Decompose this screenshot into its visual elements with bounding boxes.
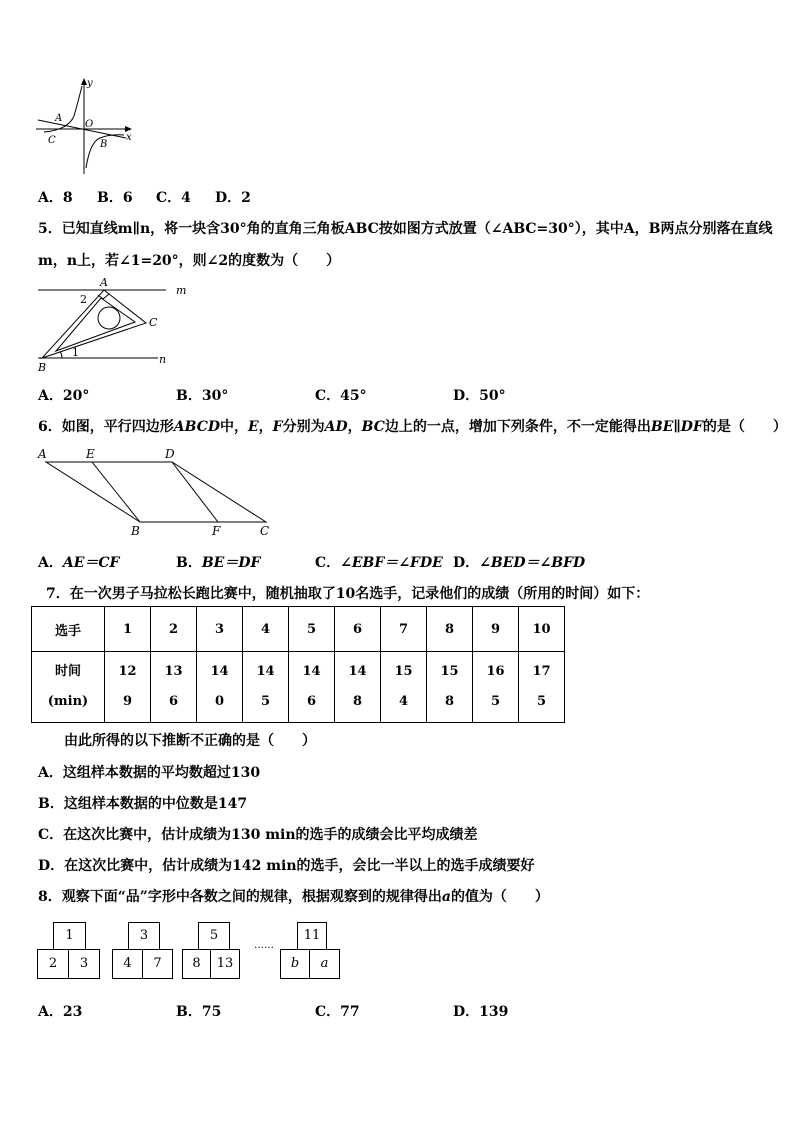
q7-header-time: 时间 (min) [32, 652, 105, 723]
q7-player-1: 1 [105, 607, 151, 652]
q8-g2-top: 3 [128, 922, 160, 950]
q6-f: F [272, 419, 283, 435]
q4-option-c: C．4 [156, 190, 191, 206]
q6-label-c: C [260, 524, 270, 538]
q5-stem-line1: 5．已知直线m∥n，将一块含30°角的直角三角板ABC按如图方式放置（∠ABC=30°），其中A，B两点分别落在直线 [38, 221, 773, 237]
q5-label-a: A [100, 276, 108, 289]
q6-comma1: ， [258, 419, 273, 435]
q8-option-a: A．23 [38, 1004, 83, 1020]
q5-label-m: m [176, 284, 187, 297]
q7-player-10: 10 [519, 607, 565, 652]
q8-g2-left: 4 [112, 949, 143, 979]
q8-g2-right: 7 [142, 949, 173, 979]
q5-option-a: A．20° [38, 388, 90, 404]
q4-label-y: y [87, 78, 93, 89]
q7-time-5: 14 6 [289, 652, 335, 723]
q7-player-5: 5 [289, 607, 335, 652]
q7-option-d: D．在这次比赛中，估计成绩为142 min的选手，会比一半以上的选手成绩要好 [38, 858, 535, 874]
q6-option-b: B．BE＝DF [176, 555, 261, 571]
q6-stem [38, 416, 787, 436]
q7-player-4: 4 [243, 607, 289, 652]
q5-label-1: 1 [72, 346, 79, 359]
q7-option-a: A．这组样本数据的平均数超过130 [38, 765, 261, 781]
q7-option-c: C．在这次比赛中，估计成绩为130 min的选手的成绩会比平均成绩差 [38, 827, 478, 843]
q7-option-b: B．这组样本数据的中位数是147 [38, 796, 248, 812]
q6-label-f: F [212, 524, 221, 538]
q6-e: E [248, 419, 259, 435]
q7-table [31, 606, 565, 723]
q6-stem-mid1: 中， [220, 419, 248, 435]
q8-g4-right: a [309, 949, 340, 979]
q8-g3-right: 13 [210, 949, 240, 979]
q5-option-c: C．45° [315, 388, 367, 404]
q4-option-a: A．8 [38, 190, 73, 206]
q6-option-a: A．AE＝CF [38, 555, 120, 571]
q4-label-x: x [126, 132, 132, 143]
q7-stem: 7．在一次男子马拉松长跑比赛中，随机抽取了10名选手，记录他们的成绩（所用的时间）如下： [46, 586, 650, 602]
q8-g1-right: 3 [68, 949, 100, 979]
q5-figure [34, 274, 194, 374]
q4-option-b: B．6 [97, 190, 133, 206]
q7-header-player: 选手 [32, 607, 105, 652]
q6-bc: BC [361, 419, 385, 435]
q7-time-3: 14 0 [197, 652, 243, 723]
q7-time-7: 15 4 [381, 652, 427, 723]
q6-stem-end: 的是（ ） [702, 419, 787, 435]
q7-prompt: 由此所得的以下推断不正确的是（ ） [64, 733, 316, 749]
q5-hole [98, 307, 120, 329]
q6-abcd: ABCD [173, 419, 220, 435]
q6-parallelogram [46, 462, 266, 522]
q6-segment-df [172, 462, 218, 522]
q8-g3-top: 5 [198, 922, 230, 950]
q7-player-6: 6 [335, 607, 381, 652]
q7-row-times [32, 652, 565, 723]
q4-graph [30, 76, 140, 178]
q6-comma2: ， [347, 419, 362, 435]
q6-ad: AD [324, 419, 348, 435]
q8-g1-top: 1 [53, 922, 86, 950]
q7-time-10: 17 5 [519, 652, 565, 723]
q7-time-2: 13 6 [151, 652, 197, 723]
q5-label-c: C [149, 316, 158, 329]
q7-player-8: 8 [427, 607, 473, 652]
q8-a: a [441, 889, 451, 905]
q5-angle-1-arc [60, 352, 62, 358]
q5-triangle-inner [56, 298, 135, 351]
q8-g4-top: 11 [297, 922, 327, 950]
q6-label-e: E [86, 447, 95, 461]
q7-player-3: 3 [197, 607, 243, 652]
q5-option-d: D．50° [453, 388, 506, 404]
q6-figure [34, 444, 280, 540]
q6-segment-be [92, 462, 140, 522]
q6-stem-mid2: 分别为 [282, 419, 325, 435]
q4-option-d: D．2 [215, 190, 251, 206]
q8-stem: 8．观察下面“品”字形中各数之间的规律，根据观察到的规律得出a的值为（ ） [38, 889, 549, 905]
q6-option-c: C．∠EBF＝∠FDE [315, 555, 443, 571]
q8-g4-left: b [280, 949, 310, 979]
q8-option-b: B．75 [176, 1004, 222, 1020]
q6-stem-mid3: 边上的一点，增加下列条件，不一定能得出 [384, 419, 651, 435]
q4-label-c: C [48, 135, 56, 146]
q7-time-8: 15 8 [427, 652, 473, 723]
q6-label-d: D [165, 447, 175, 461]
q5-label-n: n [159, 353, 167, 366]
q6-label-b: B [131, 524, 140, 538]
q7-time-9: 16 5 [473, 652, 519, 723]
q8-dots: …… [254, 940, 274, 951]
q6-label-a: A [38, 447, 47, 461]
q7-player-7: 7 [381, 607, 427, 652]
q5-label-b: B [38, 361, 47, 374]
q4-label-a: A [55, 113, 63, 124]
q8-g1-left: 2 [37, 949, 69, 979]
q5-label-2: 2 [80, 293, 87, 306]
q7-time-6: 14 8 [335, 652, 381, 723]
q7-player-2: 2 [151, 607, 197, 652]
q4-label-o: O [85, 119, 94, 130]
q7-row-players [32, 607, 565, 652]
q8-option-c: C．77 [315, 1004, 360, 1020]
q6-stem-pre: 6．如图，平行四边形 [38, 419, 174, 435]
q6-option-d: D．∠BED＝∠BFD [453, 555, 586, 571]
q8-option-d: D．139 [453, 1004, 509, 1020]
q5-option-b: B．30° [176, 388, 229, 404]
q4-label-b: B [100, 139, 108, 150]
q7-time-4: 14 5 [243, 652, 289, 723]
q7-time-1: 12 9 [105, 652, 151, 723]
q6-be-df: BE∥DF [650, 419, 703, 435]
q5-stem-line2: m，n上，若∠1=20°，则∠2的度数为（ ） [38, 253, 341, 269]
q8-g3-left: 8 [182, 949, 211, 979]
q7-player-9: 9 [473, 607, 519, 652]
